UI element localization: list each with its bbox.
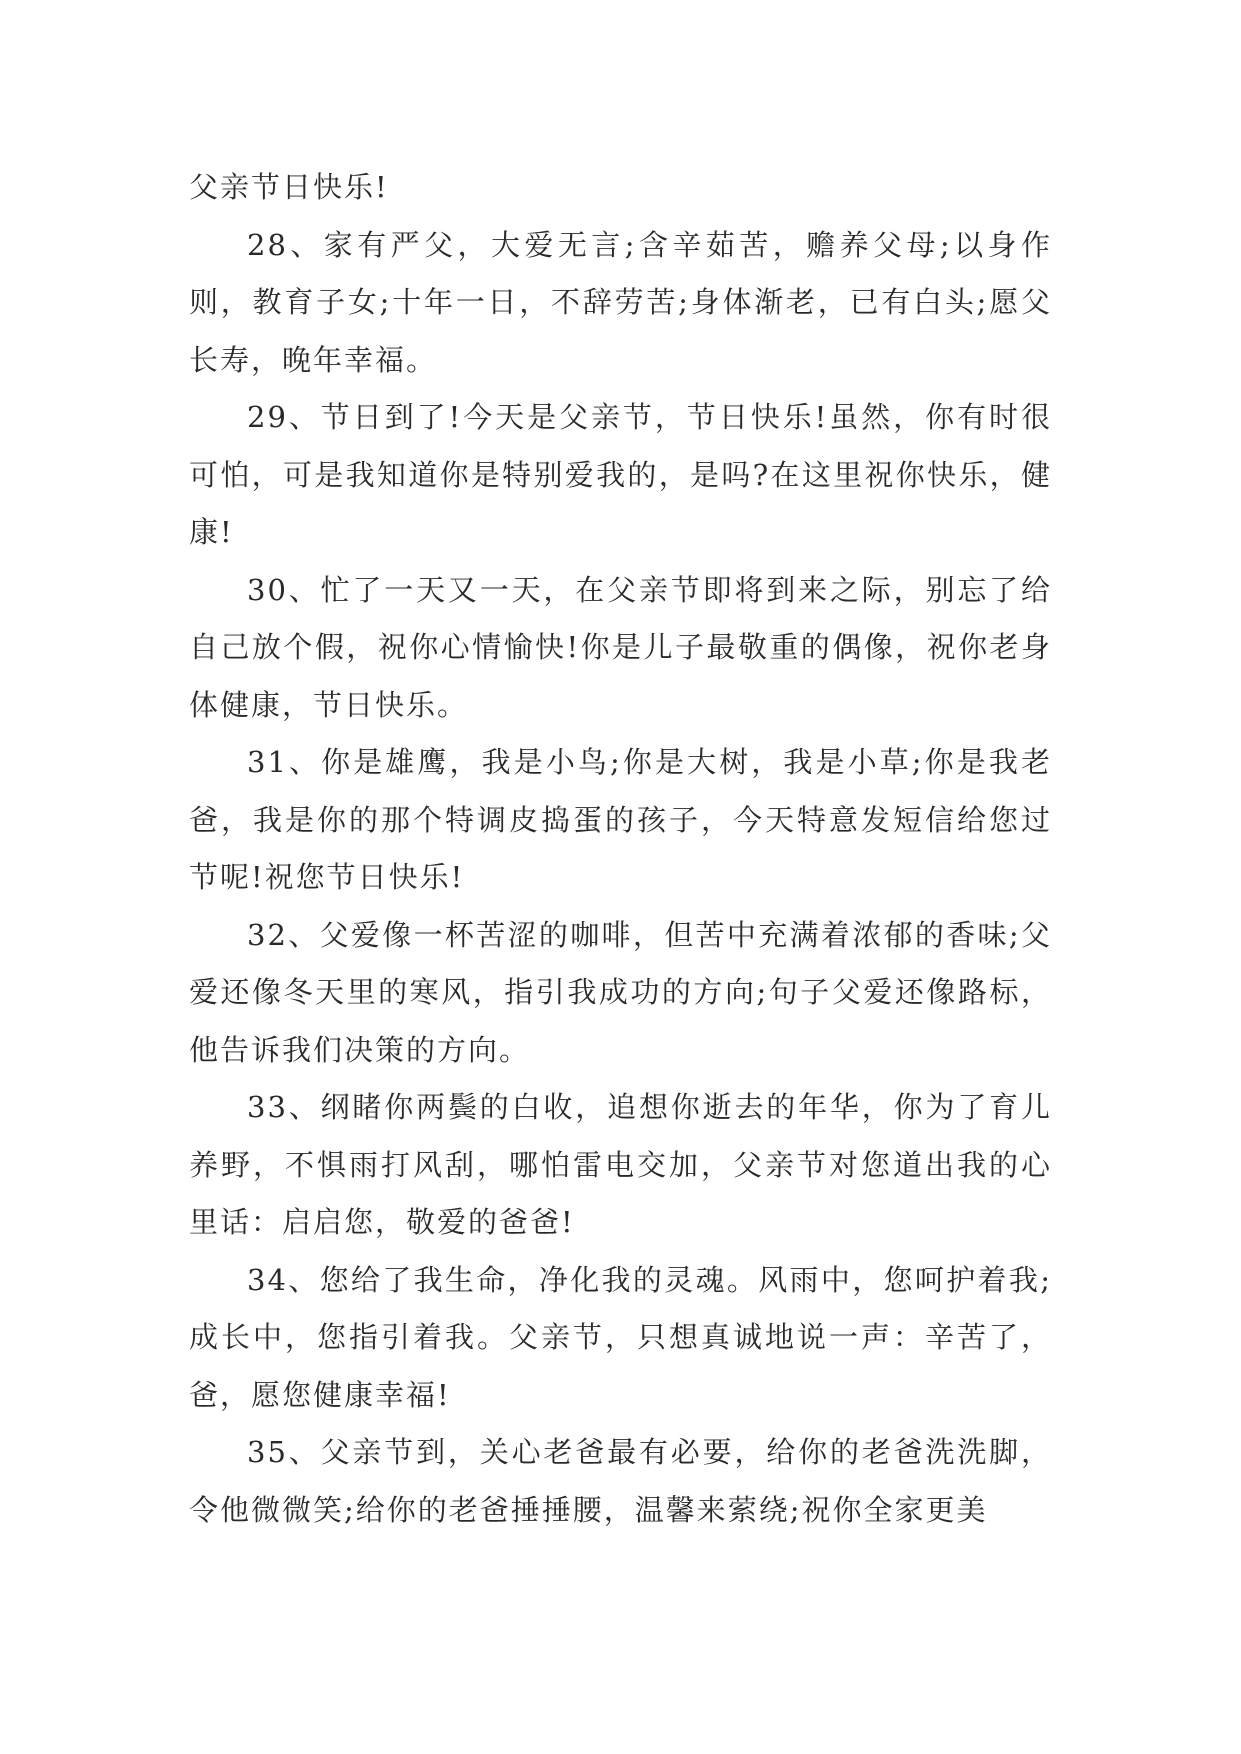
paragraph-32: 32、父爱像一杯苦涩的咖啡，但苦中充满着浓郁的香味;父爱还像冬天里的寒风，指引我成功的方向;句子父爱还像路标，他告诉我们决策的方向。: [189, 917, 1052, 1067]
paragraph-31: 31、你是雄鹰，我是小鸟;你是大树，我是小草;你是我老爸，我是你的那个特调皮捣蛋的孩子，今天特意发短信给您过节呢!祝您节日快乐!: [189, 745, 1052, 894]
paragraph-33: 33、纲睹你两鬓的白收，追想你逝去的年华，你为了育儿养野，不惧雨打风刮，哪怕雷电交加，父亲节对您道出我的心里话：启启您，敬爱的爸爸!: [189, 1090, 1052, 1239]
paragraph-28: 28、家有严父，大爱无言;含辛茹苦，赡养父母;以身作则，教育子女;十年一日，不辞劳苦;身体渐老，已有白头;愿父长寿，晚年幸福。: [189, 227, 1052, 377]
paragraph-34: 34、您给了我生命，净化我的灵魂。风雨中，您呵护着我;成长中，您指引着我。父亲节，只想真诚地说一声：辛苦了，爸，愿您健康幸福!: [189, 1262, 1052, 1412]
continuation-line: 父亲节日快乐!: [189, 170, 389, 204]
paragraph-30: 30、忙了一天又一天，在父亲节即将到来之际，别忘了给自己放个假，祝你心情愉快!你是儿子最敬重的偶像，祝你老身体健康，节日快乐。: [189, 572, 1052, 722]
paragraph-35: 35、父亲节到，关心老爸最有必要，给你的老爸洗洗脚，令他微微笑;给你的老爸捶捶腰，温馨来萦绕;祝你全家更美: [189, 1435, 1052, 1527]
document-body: [189, 159, 1052, 1539]
paragraph-29: 29、节日到了!今天是父亲节，节日快乐!虽然，你有时很可怕，可是我知道你是特别爱我的，是吗?在这里祝你快乐，健康!: [189, 400, 1052, 549]
